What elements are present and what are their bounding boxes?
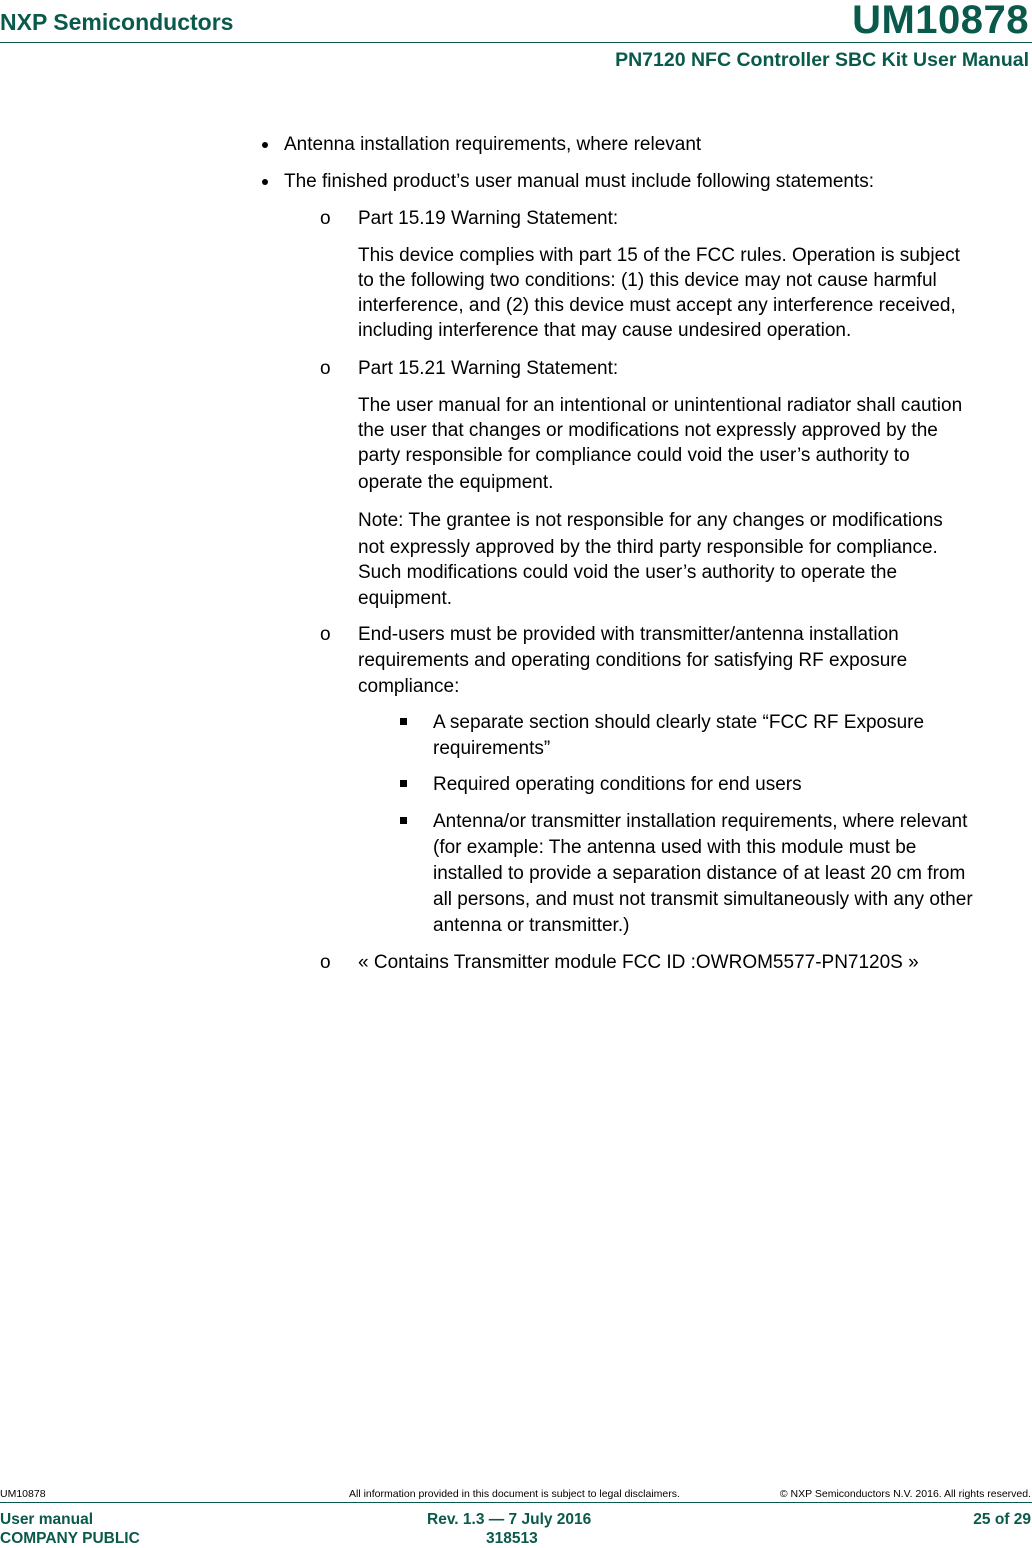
- paragraph-line: to the following two conditions: (1) this device may not cause harmful: [358, 270, 937, 291]
- note-line: not expressly approved by the third party responsible for compliance.: [358, 537, 938, 558]
- paragraph-line: interference, and (2) this device must accept any interference received,: [358, 295, 956, 316]
- sub-bullet-marker: o: [320, 358, 331, 379]
- footer-copyright: © NXP Semiconductors N.V. 2016. All rights reserved.: [779, 1488, 1031, 1500]
- paragraph-line: operate the equipment.: [358, 472, 554, 493]
- sub-bullet-marker: o: [320, 624, 331, 645]
- list-item-line: all persons, and must not transmit simultaneously with any other: [433, 889, 973, 910]
- footer-doc-type: User manual: [0, 1511, 94, 1528]
- square-bullet: [400, 817, 407, 824]
- footer-page-number: 25 of 29: [973, 1511, 1031, 1528]
- list-item-line: (for example: The antenna used with this module must be: [433, 837, 917, 858]
- part-15-21-heading: Part 15.21 Warning Statement:: [358, 358, 619, 379]
- header-divider: [0, 42, 1032, 43]
- footer-doc-id: UM10878: [0, 1488, 46, 1500]
- list-item-line: A separate section should clearly state “FCC RF Exposure: [433, 712, 925, 733]
- footer-revision: Rev. 1.3 — 7 July 2016: [427, 1511, 592, 1528]
- paragraph-line: compliance:: [358, 676, 460, 697]
- note-line: Such modifications could void the user’s authority to operate the: [358, 562, 898, 583]
- sub-bullet-marker: o: [320, 208, 331, 229]
- footer-divider: [0, 1502, 1032, 1503]
- paragraph-line: the user that changes or modifications not expressly approved by the: [358, 420, 938, 441]
- footer-number: 318513: [486, 1530, 538, 1547]
- paragraph-line: This device complies with part 15 of the FCC rules. Operation is subject: [358, 245, 960, 266]
- paragraph-line: End-users must be provided with transmitter/antenna installation: [358, 624, 899, 645]
- page-header: [0, 0, 1032, 80]
- square-bullet: [400, 780, 407, 787]
- list-item-line: antenna or transmitter.): [433, 915, 630, 936]
- square-bullet: [400, 718, 407, 725]
- note-line: equipment.: [358, 588, 453, 609]
- bullet-dot: [262, 179, 268, 185]
- bullet-item: Antenna installation requirements, where relevant: [284, 134, 702, 155]
- page-footer: [0, 1480, 1032, 1546]
- document-id: UM10878: [852, 0, 1029, 42]
- paragraph-line: party responsible for compliance could void the user’s authority to: [358, 445, 910, 466]
- bullet-item: The finished product’s user manual must include following statements:: [284, 171, 875, 192]
- paragraph-line: requirements and operating conditions for satisfying RF exposure: [358, 650, 908, 671]
- footer-disclaimer: All information provided in this document is subject to legal disclaimers.: [349, 1488, 680, 1500]
- document-title: PN7120 NFC Controller SBC Kit User Manual: [615, 49, 1029, 71]
- footer-classification: COMPANY PUBLIC: [0, 1530, 140, 1547]
- paragraph-line: The user manual for an intentional or unintentional radiator shall caution: [358, 395, 963, 416]
- company-name: NXP Semiconductors: [0, 9, 234, 35]
- sub-bullet-marker: o: [320, 952, 331, 973]
- list-item-line: installed to provide a separation distance of at least 20 cm from: [433, 863, 966, 884]
- paragraph-line: including interference that may cause undesired operation.: [358, 320, 852, 341]
- list-item-line: Antenna/or transmitter installation requirements, where relevant: [433, 811, 968, 832]
- bullet-dot: [262, 142, 268, 148]
- list-item-line: Required operating conditions for end users: [433, 774, 802, 795]
- fcc-id-statement: « Contains Transmitter module FCC ID :OWROM5577-PN7120S »: [358, 952, 919, 973]
- list-item-line: requirements”: [433, 738, 551, 759]
- part-15-19-heading: Part 15.19 Warning Statement:: [358, 208, 619, 229]
- note-line: Note: The grantee is not responsible for any changes or modifications: [358, 510, 943, 531]
